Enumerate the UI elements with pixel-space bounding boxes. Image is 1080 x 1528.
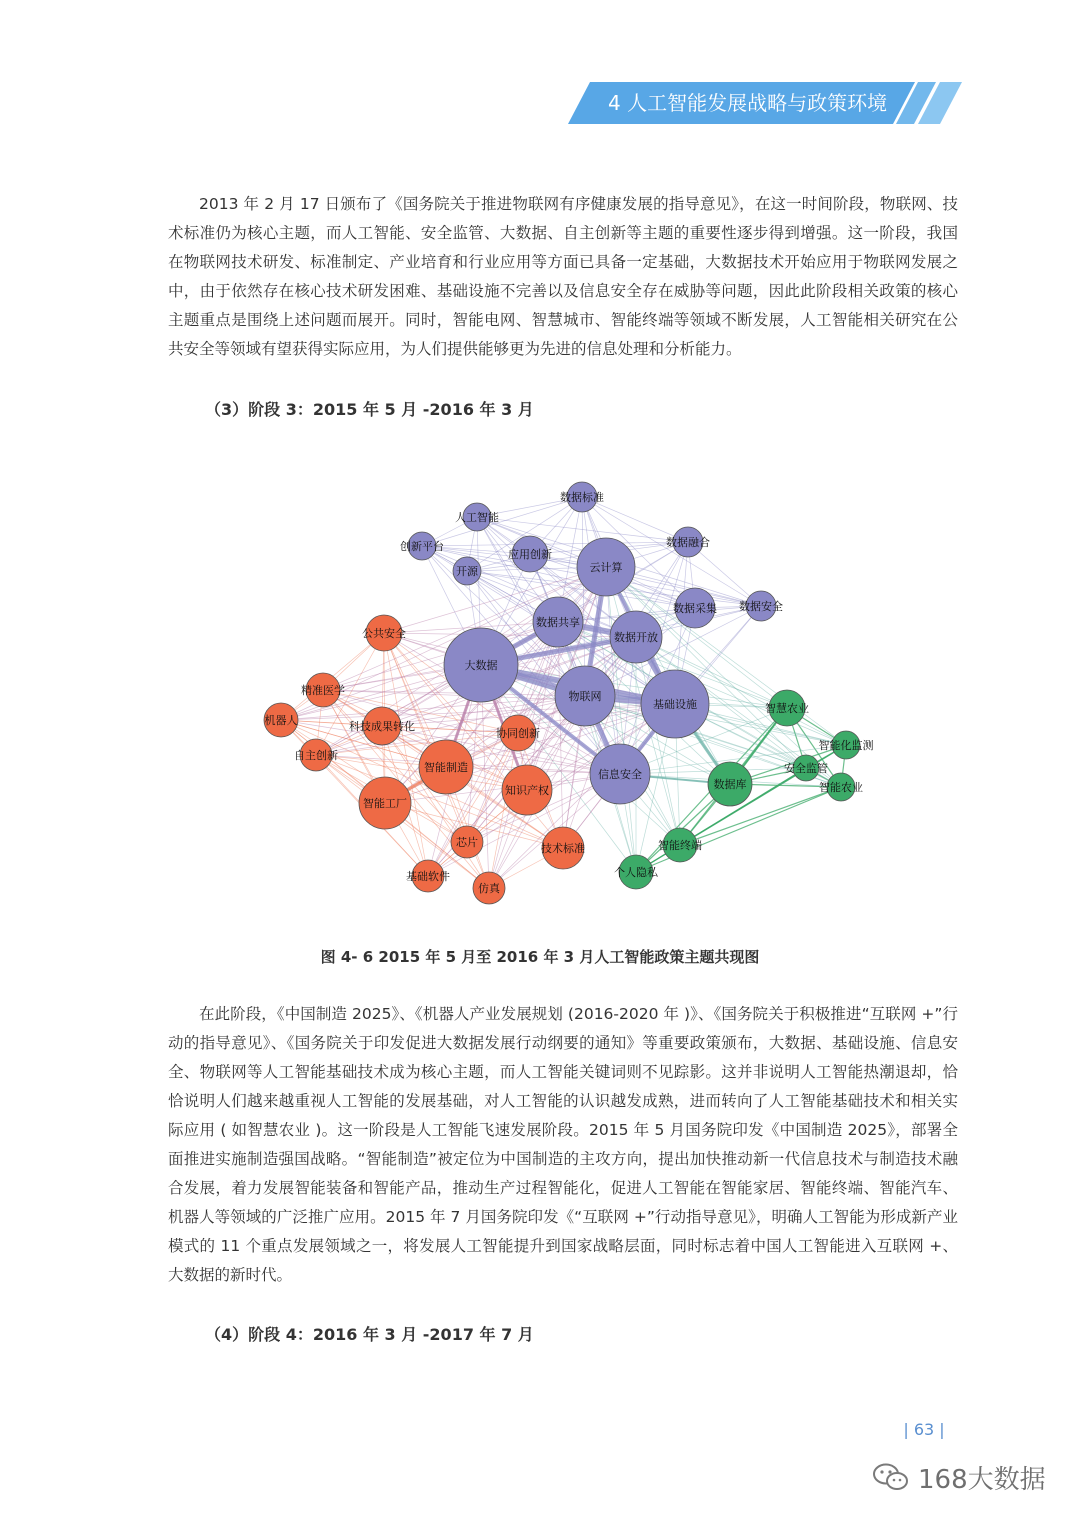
node-label: 应用创新 [508, 548, 552, 561]
node-label: 数据标准 [560, 491, 604, 504]
node-label: 云计算 [589, 561, 623, 574]
network-node-zhihuinongye [765, 690, 809, 726]
wechat-icon [872, 1462, 910, 1492]
network-graph [250, 470, 890, 910]
node-label: 智能化监测 [818, 739, 874, 752]
network-node-shujubiaozhun [560, 482, 604, 512]
network-node-jichusheshi [641, 670, 709, 738]
section-heading-stage-4: （4）阶段 4：2016 年 3 月 -2017 年 7 月 [205, 1325, 534, 1344]
network-node-zhinengzhongduan [658, 828, 702, 862]
network-node-shujugongxiang [533, 597, 583, 647]
network-edge [422, 542, 688, 546]
node-label: 基础设施 [653, 698, 697, 711]
network-node-gerenyinsi [614, 855, 659, 889]
network-node-wulianwang [555, 666, 615, 726]
node-label: 智慧农业 [765, 702, 809, 715]
node-label: 智能农业 [819, 781, 863, 794]
node-label: 数据库 [713, 778, 747, 791]
network-node-zhinenggongchang [359, 777, 411, 829]
node-label: 创新平台 [400, 540, 444, 553]
network-node-shujukaifang [610, 611, 662, 663]
node-label: 数据采集 [673, 602, 717, 615]
node-label: 技术标准 [541, 842, 585, 855]
body-paragraph-2: 在此阶段，《中国制造 2025》、《机器人产业发展规划 (2016-2020 年 )》、《国务院关于积极推进“互联网 +”行动的指导意见》、《国务院关于印发促进大数据发展行动纲要的通知》等重要政策颁布，大数据、基础设施、信息安全、物联网等人工智能基础技术成为核心主题，而人工智能关键词则不见踪影。这并非说明人工智能热潮退却，恰恰说明人们越来越重视人工智能的发展基础，对人工智能的认识越发成熟，进而转向了人工智能基础技术和相关实际应用 ( 如智慧农业 )。这一阶段是人工智能飞速发展阶段。2015 年 5 月国务院印发《中国制造 2025》，部署全面推进实施制造强国战略。“智能制造”被定位为中国制造的主攻方向，提出加快推动新一代信息技术与制造技术融合发展，着力发展智能装备和智能产品，推动生产过程智能化，促进人工智能在智能家居、智能终端、智能汽车、机器人等领域的广泛推广应用。2015 年 7 月国务院印发《“互联网 +”行动指导意见》，明确人工智能为形成新产业模式的 11 个重点发展领域之一，将发展人工智能提升到国家战略层面，同时标志着中国人工智能进入互联网 +、大数据的新时代。 [168, 1005, 958, 1284]
network-node-jichuruanjian [406, 860, 450, 892]
watermark-text: 168大数据 [918, 1464, 1046, 1495]
page-number: | 63 | [903, 1420, 945, 1439]
network-node-jingzhunyixue [301, 673, 345, 707]
body-paragraph-1: 2013 年 2 月 17 日颁布了《国务院关于推进物联网有序健康发展的指导意见》，在这一时间阶段，物联网、技术标准仍为核心主题，而人工智能、安全监管、大数据、自主创新等主题的重要性逐步得到增强。这一阶段，我国在物联网技术研发、标准制定、产业培育和行业应用等方面已具备一定基础，大数据技术开始应用于物联网发展之中，由于依然存在核心技术研发困难、基础设施不完善以及信息安全存在威胁等问题，因此此阶段相关政策的核心主题重点是围绕上述问题而展开。同时，智能电网、智慧城市、智能终端等领域不断发展，人工智能相关研究在公共安全等领域有望获得实际应用，为人们提供能够更为先进的信息处理和分析能力。 [168, 195, 958, 358]
network-node-zizhuchuangxin [294, 739, 338, 771]
node-label: 仿真 [478, 882, 500, 895]
node-label: 安全监管 [784, 762, 828, 775]
network-node-shujuku [708, 762, 752, 806]
network-node-xinxianquan [590, 744, 650, 804]
network-node-zhishichanquan [502, 765, 552, 815]
node-label: 协同创新 [496, 727, 540, 740]
node-label: 数据安全 [739, 600, 783, 613]
node-label: 芯片 [456, 836, 478, 849]
node-label: 数据共享 [536, 616, 580, 629]
section-heading-stage-3: （3）阶段 3：2015 年 5 月 -2016 年 3 月 [205, 400, 534, 419]
network-node-jiqiren [264, 703, 298, 737]
node-label: 精准医学 [301, 684, 345, 697]
node-label: 智能终端 [658, 839, 702, 852]
node-label: 自主创新 [294, 749, 338, 762]
node-label: 科技成果转化 [349, 720, 415, 733]
network-node-zhinengnongye [819, 773, 863, 801]
network-node-zhinengzhizao [419, 740, 473, 794]
node-label: 智能制造 [424, 761, 468, 774]
network-node-fangzhen [473, 872, 505, 904]
node-label: 公共安全 [362, 627, 406, 640]
network-node-shujuanquan [739, 591, 783, 621]
network-node-xinpian [451, 826, 483, 858]
network-node-rengongzhineng [455, 503, 499, 531]
network-node-jishubiaozhun [541, 827, 585, 869]
node-label: 人工智能 [455, 511, 499, 524]
node-label: 知识产权 [505, 784, 549, 797]
node-label: 机器人 [264, 714, 298, 727]
watermark [872, 1455, 1072, 1499]
node-label: 数据融合 [666, 536, 710, 549]
node-label: 基础软件 [406, 870, 450, 883]
network-node-kaiyuan [453, 557, 481, 585]
network-node-yingyongchuangxin [508, 536, 552, 572]
node-label: 大数据 [464, 659, 498, 672]
node-label: 信息安全 [598, 768, 642, 781]
figure-caption: 图 4- 6 2015 年 5 月至 2016 年 3 月人工智能政策主题共现图 [320, 948, 760, 966]
chapter-title: 4 人工智能发展战略与政策环境 [608, 91, 888, 115]
network-node-dashuju [444, 628, 518, 702]
network-edge [422, 497, 582, 546]
node-label: 智能工厂 [363, 797, 407, 810]
network-node-yunjisuan [577, 538, 635, 596]
chapter-header-banner [0, 0, 1080, 140]
node-label: 数据开放 [614, 631, 658, 644]
node-label: 物联网 [568, 690, 602, 703]
node-label: 开源 [456, 565, 478, 578]
topic-cooccurrence-figure [250, 470, 890, 910]
node-label: 个人隐私 [614, 866, 658, 879]
